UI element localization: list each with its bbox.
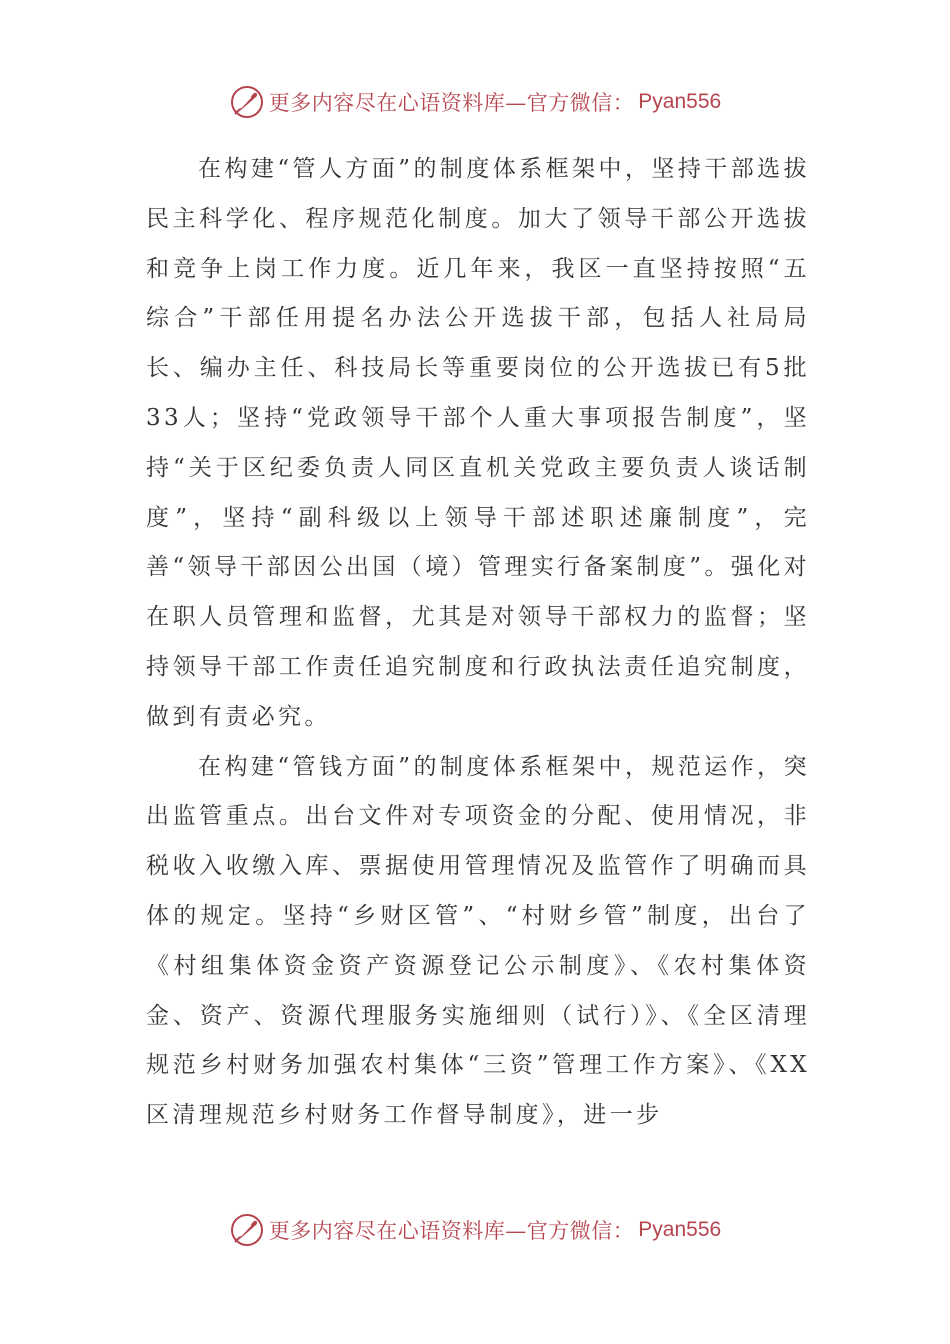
footer-watermark xyxy=(0,1210,950,1250)
wechat-id: Pyan556 xyxy=(638,1218,722,1241)
watermark-text: 更多内容尽在心语资料库—官方微信： xyxy=(268,91,635,115)
header-watermark xyxy=(0,82,950,122)
wechat-id: Pyan556 xyxy=(638,90,722,113)
feather-pen-logo-icon xyxy=(229,84,265,120)
watermark-text: 更多内容尽在心语资料库—官方微信： xyxy=(268,1219,635,1243)
paragraph-personnel-management: 在构建“管人方面”的制度体系框架中，坚持干部选拔民主科学化、程序规范化制度。加大了领导干部公开选拔和竞争上岗工作力度。近几年来，我区一直坚持按照“五综合”干部任用提名办法公开选拔干部，包括人社局局长、编办主任、科技局长等重要岗位的公开选拔已有5批33人；坚持“党政领导干部个人重大事项报告制度”，坚持“关于区纪委负责人同区直机关党政主要负责人谈话制度”，坚持“副科级以上领导干部述职述廉制度”，完善“领导干部因公出国（境）管理实行备案制度”。强化对在职人员管理和监督，尤其是对领导干部权力的监督；坚持领导干部工作责任追究制度和行政执法责任追究制度，做到有责必究。 xyxy=(146,156,810,730)
document-body xyxy=(146,145,810,1141)
paragraph-finance-management: 在构建“管钱方面”的制度体系框架中，规范运作，突出监管重点。出台文件对专项资金的分配、使用情况，非税收入收缴入库、票据使用管理情况及监管作了明确而具体的规定。坚持“乡财区管”、“村财乡管”制度，出台了《村组集体资金资产资源登记公示制度》、《农村集体资金、资产、资源代理服务实施细则（试行）》、《全区清理规范乡村财务加强农村集体“三资”管理工作方案》、《XX区清理规范乡村财务工作督导制度》，进一步 xyxy=(146,753,810,1129)
feather-pen-logo-icon xyxy=(229,1212,265,1248)
